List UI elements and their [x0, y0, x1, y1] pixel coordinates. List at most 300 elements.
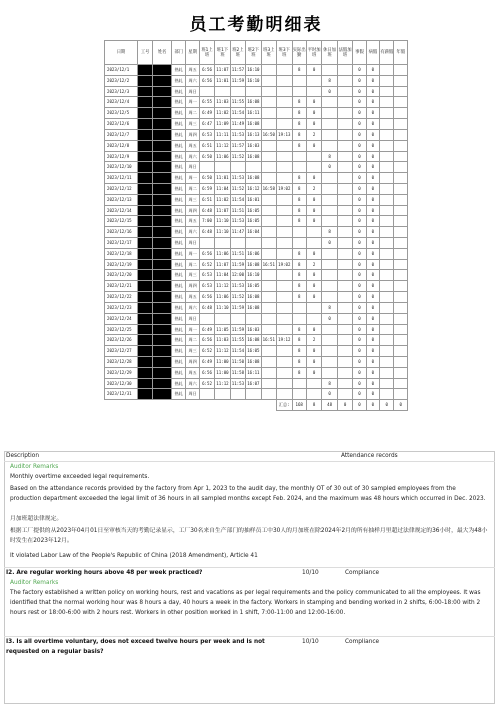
table-cell	[337, 238, 352, 249]
table-cell: 热轧	[171, 292, 185, 303]
table-cell: 11:52	[230, 292, 245, 303]
table-cell	[199, 238, 214, 249]
table-cell: 2023/12/30	[105, 378, 138, 389]
table-cell: 0	[353, 129, 366, 140]
table-cell: 8	[292, 335, 306, 346]
table-cell: 2023/12/26	[105, 335, 138, 346]
table-cell: 0	[306, 367, 321, 378]
table-cell: 热轧	[171, 313, 185, 324]
table-cell	[380, 302, 394, 313]
table-cell: 热轧	[171, 238, 185, 249]
table-cell	[215, 389, 230, 400]
redacted-cell	[137, 75, 152, 86]
table-cell	[380, 140, 394, 151]
table-cell	[292, 313, 306, 324]
table-cell	[322, 356, 337, 367]
table-cell: 11:07	[215, 65, 230, 76]
table-cell: 6:49	[199, 108, 214, 119]
table-cell: 2023/12/4	[105, 97, 138, 108]
table-cell: 周日	[186, 313, 199, 324]
redacted-cell	[153, 346, 172, 357]
table-cell: 2023/12/11	[105, 173, 138, 184]
table-cell: 热轧	[171, 227, 185, 238]
table-cell: 6:55	[199, 97, 214, 108]
redacted-cell	[153, 205, 172, 216]
table-cell: 0	[366, 119, 379, 130]
table-cell: 16:11	[246, 367, 261, 378]
table-cell: 2023/12/9	[105, 151, 138, 162]
table-cell	[394, 356, 408, 367]
table-cell	[261, 302, 276, 313]
table-cell: 6:53	[199, 129, 214, 140]
table-cell: 2023/12/10	[105, 162, 138, 173]
table-cell	[394, 151, 408, 162]
table-cell	[261, 194, 276, 205]
redacted-cell	[153, 65, 172, 76]
table-cell: 11:59	[230, 75, 245, 86]
table-cell: 周六	[186, 151, 199, 162]
table-cell	[261, 140, 276, 151]
redacted-cell	[153, 335, 172, 346]
table-cell: 热轧	[171, 281, 185, 292]
table-row	[105, 324, 408, 335]
table-cell: 热轧	[171, 86, 185, 97]
table-cell	[380, 238, 394, 249]
table-cell: 6:50	[199, 173, 214, 184]
table-cell: 16:10	[246, 65, 261, 76]
table-cell	[337, 162, 352, 173]
table-cell	[261, 292, 276, 303]
table-cell	[277, 162, 292, 173]
table-cell: 11:58	[230, 367, 245, 378]
table-cell: 0	[306, 346, 321, 357]
redacted-cell	[137, 216, 152, 227]
table-cell	[246, 162, 261, 173]
redacted-cell	[153, 216, 172, 227]
table-cell	[261, 205, 276, 216]
table-cell: 6:52	[199, 259, 214, 270]
table-cell: 0	[366, 248, 379, 259]
table-cell: 2023/12/21	[105, 281, 138, 292]
table-cell	[246, 86, 261, 97]
table-cell	[277, 367, 292, 378]
redacted-cell	[137, 194, 152, 205]
table-cell	[337, 292, 352, 303]
table-cell: 周四	[186, 205, 199, 216]
table-cell: 16:08	[246, 173, 261, 184]
table-cell: 16:08	[246, 292, 261, 303]
table-row	[105, 346, 408, 357]
table-cell	[277, 270, 292, 281]
table-cell: 11:02	[215, 194, 230, 205]
table-cell	[394, 194, 408, 205]
table-cell	[306, 162, 321, 173]
table-cell: 0	[353, 389, 366, 400]
table-cell: 8	[292, 259, 306, 270]
table-cell	[380, 281, 394, 292]
table-cell: 周五	[186, 367, 199, 378]
redacted-cell	[153, 356, 172, 367]
auditor-remarks-title: Auditor Remarks	[10, 464, 59, 470]
table-cell	[277, 194, 292, 205]
table-row	[105, 162, 408, 173]
table-cell: 热轧	[171, 346, 185, 357]
table-cell	[292, 162, 306, 173]
table-cell	[292, 227, 306, 238]
summary-label: 汇总:	[277, 400, 292, 411]
summary-cell: 0	[353, 400, 366, 411]
table-cell	[277, 346, 292, 357]
table-cell: 0	[366, 335, 379, 346]
table-cell	[292, 378, 306, 389]
table-cell: 0	[366, 389, 379, 400]
table-cell: 19:02	[277, 259, 292, 270]
table-cell: 热轧	[171, 248, 185, 259]
table-cell	[277, 216, 292, 227]
table-cell	[277, 75, 292, 86]
table-cell: 8	[292, 281, 306, 292]
table-cell	[380, 389, 394, 400]
table-cell	[380, 108, 394, 119]
table-cell	[394, 65, 408, 76]
table-cell: 16:08	[246, 259, 261, 270]
table-cell: 0	[306, 97, 321, 108]
table-cell: 周五	[186, 65, 199, 76]
table-cell	[277, 292, 292, 303]
summary-spacer	[105, 400, 277, 411]
remark-paragraph: Based on the attendance records provided by the factory from Apr 1, 2023 to the audit day, the monthly OT of 30 out of 30 sampled employees from the production department exceeded the legal limit of 36 hours in all sampled months except Feb. 2024, and the maximum was 48 hours which occurred in Dec. 2023.	[10, 486, 486, 502]
redacted-cell	[137, 151, 152, 162]
column-header: 班1下班	[215, 41, 230, 65]
table-cell	[337, 367, 352, 378]
audit-section	[4, 451, 495, 701]
table-cell	[277, 238, 292, 249]
table-cell: 0	[306, 205, 321, 216]
redacted-cell	[137, 313, 152, 324]
table-cell	[292, 238, 306, 249]
table-cell: 6:53	[199, 281, 214, 292]
table-cell: 0	[353, 97, 366, 108]
redacted-cell	[137, 324, 152, 335]
table-cell: 11:05	[215, 324, 230, 335]
table-cell: 11:01	[215, 75, 230, 86]
table-cell: 热轧	[171, 216, 185, 227]
redacted-cell	[153, 194, 172, 205]
table-cell	[322, 183, 337, 194]
redacted-cell	[153, 389, 172, 400]
table-cell	[230, 238, 245, 249]
table-cell: 8	[292, 356, 306, 367]
table-cell	[337, 259, 352, 270]
table-cell: 0	[353, 302, 366, 313]
question-status: Compliance	[345, 570, 380, 576]
question-i3-row	[4, 636, 495, 659]
table-cell: 0	[366, 292, 379, 303]
table-cell	[394, 389, 408, 400]
table-cell	[277, 86, 292, 97]
table-cell	[322, 292, 337, 303]
table-cell	[277, 389, 292, 400]
table-cell: 周四	[186, 281, 199, 292]
table-cell: 6:49	[199, 356, 214, 367]
table-cell	[277, 108, 292, 119]
redacted-cell	[153, 108, 172, 119]
table-cell: 热轧	[171, 97, 185, 108]
table-cell: 6:51	[199, 140, 214, 151]
table-cell: 热轧	[171, 270, 185, 281]
table-cell: 8	[292, 194, 306, 205]
table-cell: 16:06	[246, 248, 261, 259]
table-cell	[322, 108, 337, 119]
column-header: 日期	[105, 41, 138, 65]
column-header: 部门	[171, 41, 185, 65]
table-cell	[380, 259, 394, 270]
redacted-cell	[137, 140, 152, 151]
table-cell	[380, 97, 394, 108]
table-cell: 2023/12/14	[105, 205, 138, 216]
table-cell	[380, 65, 394, 76]
table-cell: 11:09	[215, 119, 230, 130]
table-cell	[277, 302, 292, 313]
table-cell	[394, 173, 408, 184]
table-cell: 16:13	[246, 129, 261, 140]
column-header: 休日加班	[322, 41, 337, 65]
table-cell: 16:10	[246, 270, 261, 281]
table-cell	[322, 65, 337, 76]
description-label: Description	[6, 453, 40, 459]
table-cell	[394, 205, 408, 216]
table-cell: 8	[322, 378, 337, 389]
table-cell: 热轧	[171, 302, 185, 313]
table-cell: 2023/12/12	[105, 183, 138, 194]
table-cell	[261, 86, 276, 97]
summary-cell: 0	[337, 400, 352, 411]
table-cell: 0	[366, 324, 379, 335]
table-cell	[306, 378, 321, 389]
table-cell: 周三	[186, 346, 199, 357]
table-cell: 0	[366, 151, 379, 162]
table-header-row	[105, 41, 408, 65]
table-cell	[215, 238, 230, 249]
redacted-cell	[137, 86, 152, 97]
table-cell: 11:57	[230, 65, 245, 76]
table-cell: 0	[353, 119, 366, 130]
table-row	[105, 173, 408, 184]
table-cell: 周日	[186, 86, 199, 97]
table-cell: 0	[306, 119, 321, 130]
table-cell	[380, 367, 394, 378]
table-cell	[322, 335, 337, 346]
table-cell: 周四	[186, 356, 199, 367]
summary-row	[105, 400, 408, 411]
table-cell: 热轧	[171, 75, 185, 86]
redacted-cell	[137, 108, 152, 119]
table-cell	[337, 270, 352, 281]
table-cell: 11:01	[215, 173, 230, 184]
table-cell: 0	[353, 108, 366, 119]
table-cell	[337, 335, 352, 346]
table-cell: 8	[292, 216, 306, 227]
table-cell: 11:51	[230, 205, 245, 216]
table-cell: 6:56	[199, 65, 214, 76]
summary-cell: 0	[380, 400, 394, 411]
table-cell: 热轧	[171, 162, 185, 173]
table-cell: 16:08	[246, 356, 261, 367]
table-cell: 热轧	[171, 183, 185, 194]
table-cell: 0	[322, 162, 337, 173]
table-cell	[394, 183, 408, 194]
table-cell	[337, 281, 352, 292]
table-cell: 0	[306, 216, 321, 227]
remark-paragraph: 根据工厂提供的从2023年04月01日至审核当天的考勤记录显示，工厂30名来自生产部门的抽样员工中30人的月加班在除2024年2月的所有抽样月里超过法律规定的36小时，最大为48小时发生在2023年12月。	[10, 528, 488, 544]
table-cell: 0	[322, 238, 337, 249]
table-cell: 0	[366, 346, 379, 357]
table-cell	[230, 313, 245, 324]
redacted-cell	[153, 367, 172, 378]
table-cell	[394, 313, 408, 324]
table-cell: 周三	[186, 194, 199, 205]
table-cell	[261, 378, 276, 389]
table-cell	[337, 356, 352, 367]
table-cell: 8	[292, 248, 306, 259]
table-body	[105, 65, 408, 411]
attendance-sheet	[104, 10, 408, 450]
table-cell: 0	[353, 238, 366, 249]
table-cell	[261, 151, 276, 162]
redacted-cell	[137, 205, 152, 216]
table-cell: 周一	[186, 248, 199, 259]
redacted-cell	[137, 302, 152, 313]
table-cell: 0	[306, 292, 321, 303]
table-cell: 6:48	[199, 205, 214, 216]
table-cell: 0	[353, 205, 366, 216]
table-cell: 0	[366, 281, 379, 292]
table-cell	[322, 173, 337, 184]
redacted-cell	[153, 97, 172, 108]
table-row	[105, 292, 408, 303]
table-cell	[322, 97, 337, 108]
table-cell: 0	[353, 292, 366, 303]
table-cell: 热轧	[171, 194, 185, 205]
table-cell	[380, 183, 394, 194]
table-cell: 2023/12/15	[105, 216, 138, 227]
table-row	[105, 129, 408, 140]
table-row	[105, 108, 408, 119]
table-cell: 0	[353, 378, 366, 389]
table-cell	[337, 108, 352, 119]
summary-cell: 0	[366, 400, 379, 411]
table-cell	[261, 173, 276, 184]
remark-paragraph: It violated Labor Law of the People's Republic of China (2018 Amendment), Article 41	[10, 553, 258, 559]
table-cell: 0	[306, 270, 321, 281]
table-cell	[337, 248, 352, 259]
table-cell: 8	[292, 367, 306, 378]
table-cell	[261, 75, 276, 86]
table-cell: 19:13	[277, 129, 292, 140]
column-header: 事假	[353, 41, 366, 65]
table-cell	[322, 346, 337, 357]
table-cell	[380, 346, 394, 357]
table-cell: 周五	[186, 216, 199, 227]
table-cell	[394, 302, 408, 313]
table-row	[105, 248, 408, 259]
table-cell	[322, 140, 337, 151]
table-cell: 0	[366, 378, 379, 389]
table-cell: 热轧	[171, 324, 185, 335]
table-cell	[394, 86, 408, 97]
table-cell: 16:51	[261, 259, 276, 270]
table-cell: 16:50	[261, 129, 276, 140]
table-cell: 周四	[186, 129, 199, 140]
table-cell: 0	[353, 356, 366, 367]
table-cell: 6:51	[199, 194, 214, 205]
table-cell: 11:12	[215, 378, 230, 389]
table-cell: 11:10	[215, 227, 230, 238]
table-cell: 0	[366, 97, 379, 108]
table-cell: 2023/12/23	[105, 302, 138, 313]
table-cell	[394, 270, 408, 281]
table-cell: 11:03	[215, 97, 230, 108]
redacted-cell	[153, 183, 172, 194]
redacted-cell	[137, 119, 152, 130]
table-cell	[277, 119, 292, 130]
table-cell: 11:57	[230, 140, 245, 151]
column-header: 平时加班	[306, 41, 321, 65]
table-cell: 11:10	[215, 302, 230, 313]
column-header: 实际出勤	[292, 41, 306, 65]
table-cell	[277, 227, 292, 238]
column-header: 工号	[137, 41, 152, 65]
table-cell: 0	[366, 302, 379, 313]
table-cell: 0	[322, 389, 337, 400]
table-cell: 0	[306, 356, 321, 367]
table-cell: 2023/12/28	[105, 356, 138, 367]
table-cell	[261, 238, 276, 249]
table-cell	[394, 97, 408, 108]
table-cell: 周一	[186, 173, 199, 184]
table-cell: 0	[353, 270, 366, 281]
table-cell: 16:12	[246, 183, 261, 194]
table-cell	[306, 75, 321, 86]
table-cell: 6:50	[199, 151, 214, 162]
table-cell: 19:02	[277, 183, 292, 194]
table-cell	[306, 86, 321, 97]
table-row	[105, 205, 408, 216]
table-cell: 周日	[186, 238, 199, 249]
table-cell	[380, 151, 394, 162]
table-cell: 8	[292, 119, 306, 130]
table-cell	[230, 86, 245, 97]
table-cell: 8	[292, 324, 306, 335]
table-cell: 11:59	[230, 259, 245, 270]
redacted-cell	[137, 129, 152, 140]
table-cell	[261, 389, 276, 400]
redacted-cell	[137, 389, 152, 400]
table-cell	[292, 389, 306, 400]
table-cell: 0	[353, 335, 366, 346]
sheet-title: 员工考勤明细表	[189, 15, 323, 35]
table-cell: 8	[292, 129, 306, 140]
table-cell: 8	[322, 151, 337, 162]
table-cell: 8	[322, 302, 337, 313]
table-cell	[337, 129, 352, 140]
table-row	[105, 227, 408, 238]
table-cell	[292, 302, 306, 313]
table-cell: 0	[353, 346, 366, 357]
redacted-cell	[153, 75, 172, 86]
table-cell: 0	[353, 216, 366, 227]
table-cell: 0	[366, 367, 379, 378]
